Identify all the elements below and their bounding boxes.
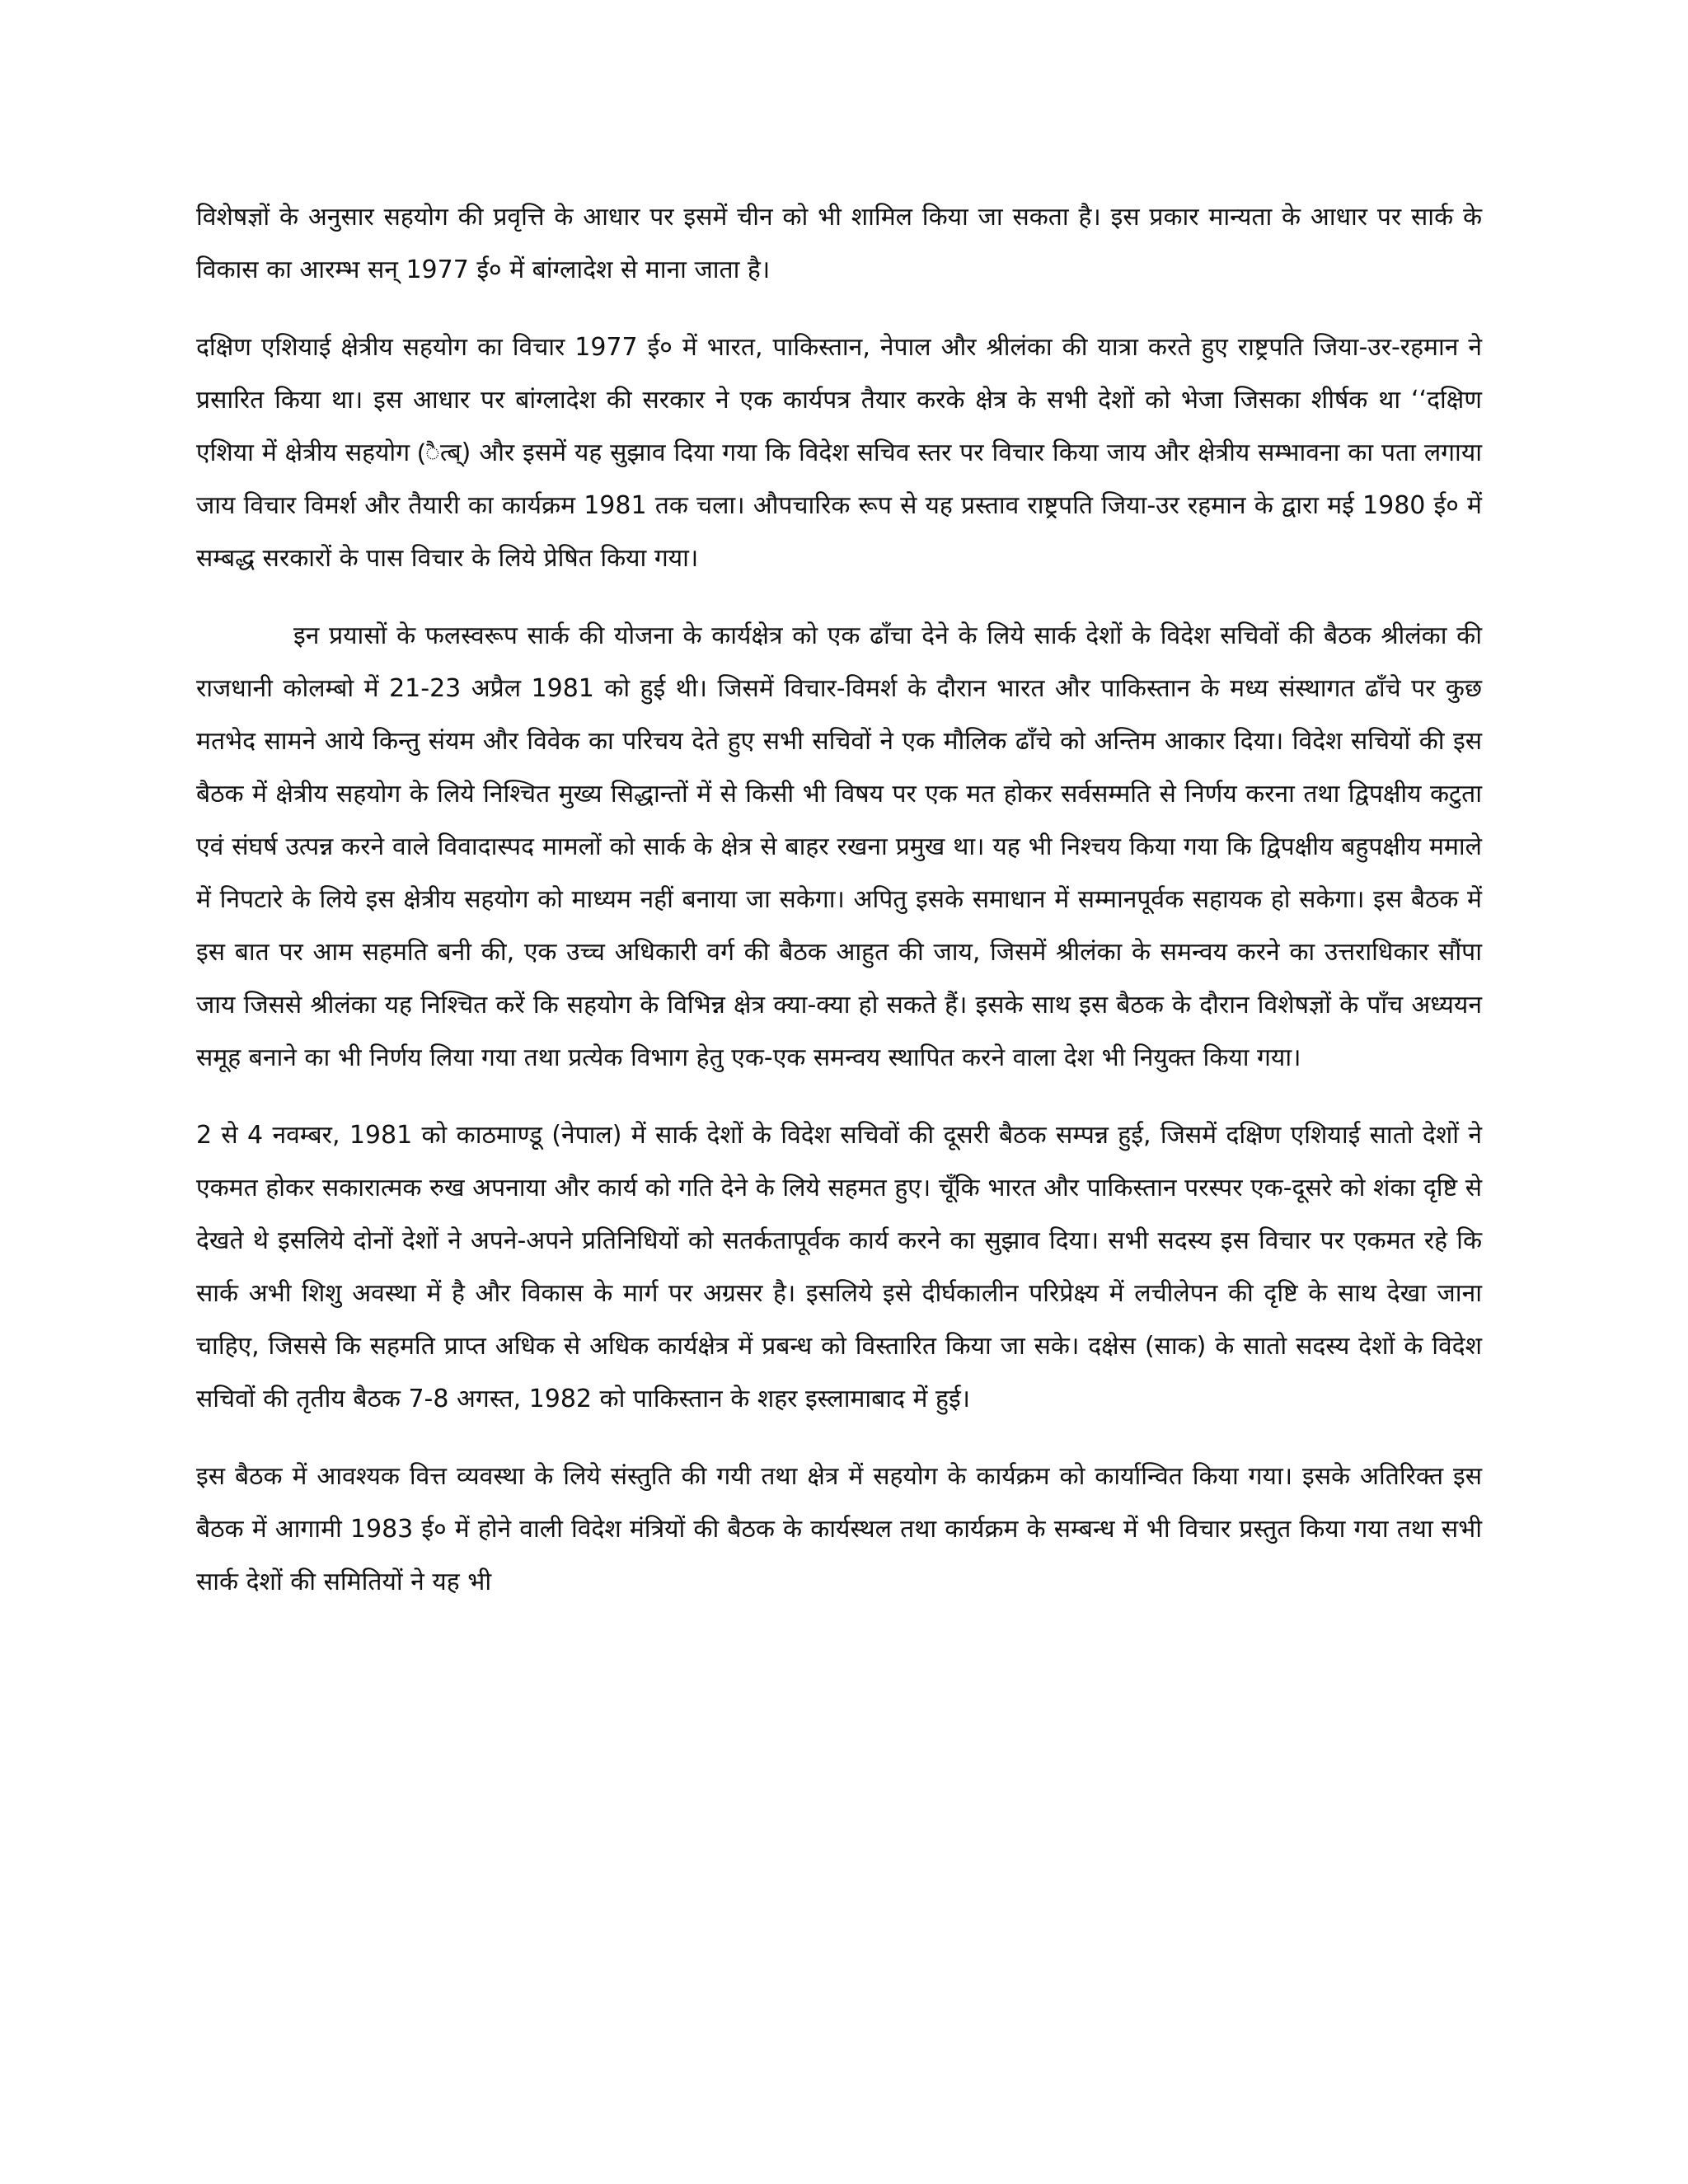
paragraph-5: इस बैठक में आवश्यक वित्त व्यवस्था के लिये संस्तुति की गयी तथा क्षेत्र में सहयोग के कार्यक्रम को कार्यान्वित किया गया। इसके अतिरिक्त इस बैठक में आगामी 1983 ई० में होने वाली विदेश मंत्रियों की बैठक के कार्यस्थल तथा कार्यक्रम के सम्बन्ध में भी विचार प्रस्तुत किया गया तथा सभी सार्क देशों की समितियों ने यह भी [196, 1462, 1482, 1596]
paragraph-3: इन प्रयासों के फलस्वरूप सार्क की योजना के कार्यक्षेत्र को एक ढाँचा देने के लिये सार्क देशों के विदेश सचिवों की बैठक श्रीलंका की राजधानी कोलम्बो में 21-23 अप्रैल 1981 को हुई थी। जिसमें विचार-विमर्श के दौरान भारत और पाकिस्तान के मध्य संस्थागत ढाँचे पर कुछ मतभेद सामने आये किन्तु संयम और विवेक का परिचय देते हुए सभी सचिवों ने एक मौलिक ढाँचे को अन्तिम आकार दिया। विदेश सचियों की इस बैठक में क्षेत्रीय सहयोग के लिये निश्चित मुख्य सिद्धान्तों में से किसी भी विषय पर एक मत होकर सर्वसम्मति से निर्णय करना तथा द्विपक्षीय कटुता एवं संघर्ष उत्पन्न करने वाले विवादास्पद मामलों को सार्क के क्षेत्र से बाहर रखना प्रमुख था। यह भी निश्चय किया गया कि द्विपक्षीय बहुपक्षीय ममाले में निपटारे के लिये इस क्षेत्रीय सहयोग को माध्यम नहीं बनाया जा सकेगा। अपितु इसके समाधान में सम्मानपूर्वक सहायक हो सकेगा। इस बैठक में इस बात पर आम सहमति बनी की, एक उच्च अधिकारी वर्ग की बैठक आहुत की जाय, जिसमें श्रीलंका के समन्वय करने का उत्तराधिकार सौंपा जाय जिससे श्रीलंका यह निश्चित करें कि सहयोग के विभिन्न क्षेत्र क्या-क्या हो सकते हैं। इसके साथ इस बैठक के दौरान विशेषज्ञों के पाँच अध्ययन समूह बनाने का भी निर्णय लिया गया तथा प्रत्येक विभाग हेतु एक-एक समन्वय स्थापित करने वाला देश भी नियुक्त किया गया। [196, 621, 1482, 1072]
paragraph-1: विशेषज्ञों के अनुसार सहयोग की प्रवृत्ति के आधार पर इसमें चीन को भी शामिल किया जा सकता है। इस प्रकार मान्यता के आधार पर सार्क के विकास का आरम्भ सन् 1977 ई० में बांग्लादेश से माना जाता है। [196, 203, 1482, 284]
paragraph-2: दक्षिण एशियाई क्षेत्रीय सहयोग का विचार 1977 ई० में भारत, पाकिस्तान, नेपाल और श्रीलंका की यात्रा करते हुए राष्ट्रपति जिया-उर-रहमान ने प्रसारित किया था। इस आधार पर बांग्लादेश की सरकार ने एक कार्यपत्र तैयार करके क्षेत्र के सभी देशों को भेजा जिसका शीर्षक था ‘‘दक्षिण एशिया में क्षेत्रीय सहयोग (ैत्ब्) और इसमें यह सुझाव दिया गया कि विदेश सचिव स्तर पर विचार किया जाय और क्षेत्रीय सम्भावना का पता लगाया जाय विचार विमर्श और तैयारी का कार्यक्रम 1981 तक चला। औपचारिक रूप से यह प्रस्ताव राष्ट्रपति जिया-उर रहमान के द्वारा मई 1980 ई० में सम्बद्ध सरकारों के पास विचार के लिये प्रेषित किया गया। [196, 333, 1482, 573]
paragraph-4: 2 से 4 नवम्बर, 1981 को काठमाण्डू (नेपाल) में सार्क देशों के विदेश सचिवों की दूसरी बैठक सम्पन्न हुई, जिसमें दक्षिण एशियाई सातो देशों ने एकमत होकर सकारात्मक रुख अपनाया और कार्य को गति देने के लिये सहमत हुए। चूँकि भारत और पाकिस्तान परस्पर एक-दूसरे को शंका दृष्टि से देखते थे इसलिये दोनों देशों ने अपने-अपने प्रतिनिधियों को सतर्कतापूर्वक कार्य करने का सुझाव दिया। सभी सदस्य इस विचार पर एकमत रहे कि सार्क अभी शिशु अवस्था में है और विकास के मार्ग पर अग्रसर है। इसलिये इसे दीर्घकालीन परिप्रेक्ष्य में लचीलेपन की दृष्टि के साथ देखा जाना चाहिए, जिससे कि सहमति प्राप्त अधिक से अधिक कार्यक्षेत्र में प्रबन्ध को विस्तारित किया जा सके। दक्षेस (साक) के सातो सदस्य देशों के विदेश सचिवों की तृतीय बैठक 7-8 अगस्त, 1982 को पाकिस्तान के शहर इस्लामाबाद में हुई। [196, 1121, 1482, 1413]
document-body [196, 191, 1482, 1609]
